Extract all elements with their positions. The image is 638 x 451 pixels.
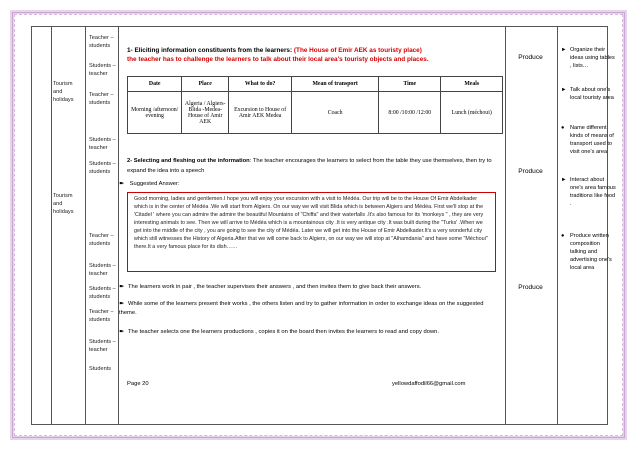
arrow-bullet-icon: ➽ (119, 301, 125, 307)
role-2: Students – teacher (89, 63, 116, 77)
arrow-bullet-icon: ➽ (119, 284, 125, 290)
section1-title-red: (The House of Emir AEK as touristy place) (293, 47, 422, 54)
suggested-answer-line (119, 180, 499, 189)
role-9: Teacher – students (89, 309, 114, 323)
section2-text: : The teacher encourages the learners to select from the table they use themselves, then try to expand the idea into a speech (127, 158, 492, 174)
cell-time: 8:00 /10:00 /12:00 (379, 92, 441, 134)
objective-1-text: Organize their ideas using tables , lists… (570, 47, 615, 69)
header-what: What to do? (229, 77, 292, 92)
cell-place: Algeria / Algiers- Blida -Medea- House of Amir AEK (182, 92, 229, 134)
header-meals: Meals (441, 77, 503, 92)
bullet-2 (119, 300, 499, 318)
produce-label-3: Produce (518, 284, 543, 291)
bullet-2-text: While some of the learners present their works , the others listen and try to gather information in order to exchange ideas on the suggested theme. (119, 301, 484, 316)
objective-5-text: Produce written composition talking and advertising one's local area (570, 233, 612, 271)
footer-page-number: Page 20 (127, 381, 149, 387)
header-time: Time (379, 77, 441, 92)
bullet-3-text: The teacher selects one the learners productions , copies it on the board then invites the learners to read and copy down. (128, 329, 439, 335)
section1-title: 1- Eliciting information constituents from the learners: (127, 47, 293, 54)
cell-meals: Lunch (méchoui) (441, 92, 503, 134)
theme-label-2: Tourism and holidays (53, 193, 74, 215)
section2-title: 2- Selecting and fleshing out the information (127, 158, 250, 164)
objective-2-text: Talk about one's local touristy area (570, 87, 614, 101)
objective-5 (561, 232, 617, 272)
dot-bullet-icon: ● (561, 233, 565, 239)
objective-4 (561, 176, 617, 208)
objective-2 (561, 86, 617, 102)
objective-1 (561, 46, 617, 70)
role-7: Students – teacher (89, 263, 116, 277)
role-6: Teacher – students (89, 233, 114, 247)
header-transport: Mean of transport (292, 77, 379, 92)
triangle-bullet-icon: ► (561, 177, 567, 183)
produce-label-1: Produce (518, 54, 543, 61)
role-1: Teacher – students (89, 35, 114, 49)
bullet-1-text: The learners work in pair , the teacher supervises their answers , and then invites them to give back their answers. (128, 284, 422, 290)
info-table (127, 76, 503, 134)
col-line-2 (51, 26, 52, 425)
bullet-1 (119, 283, 499, 292)
cell-transport: Coach (292, 92, 379, 134)
info-table-row (128, 92, 503, 134)
section1-heading (127, 46, 502, 64)
col-line-5 (505, 26, 506, 425)
produce-label-2: Produce (518, 168, 543, 175)
objective-3-text: Name different kinds of means of transport used to visit one's area (570, 125, 614, 155)
col-line-3 (85, 26, 86, 425)
footer-email: yellowdaffodil66@gmail.com (392, 381, 466, 387)
triangle-bullet-icon: ► (561, 47, 567, 53)
col-line-6 (557, 26, 558, 425)
suggested-answer-label: Suggested Answer: (129, 181, 180, 187)
objective-3 (561, 124, 617, 156)
theme-label-1: Tourism and holidays (53, 81, 74, 103)
header-date: Date (128, 77, 182, 92)
dot-bullet-icon: ● (561, 125, 565, 131)
role-4: Students – teacher (89, 137, 116, 151)
role-11: Students (89, 366, 112, 372)
objective-4-text: Interact about one's area famous traditions like food . (570, 177, 616, 207)
role-8: Students – students (89, 286, 116, 300)
role-3: Teacher – students (89, 92, 114, 106)
info-table-header-row (128, 77, 503, 92)
triangle-bullet-icon: ► (561, 87, 567, 93)
arrow-bullet-icon: ➽ (119, 329, 125, 335)
bullet-3 (119, 328, 499, 337)
section1-subtitle: the teacher has to challenge the learners to talk about their local area's touristy objects and places. (127, 56, 429, 63)
cell-date: Morning /afternoon/ evening (128, 92, 182, 134)
arrow-bullet-icon: ➽ (119, 181, 125, 187)
col-line-1 (31, 26, 32, 425)
speech-box: Good morning, ladies and gentlemen.I hope you will enjoy your excursion with a visit to Médéa. Our trip will be to the House Of Emir Abdelkader which is in the center of Médéa .We will start from Algiers. On our way we will visit Blida which is between Algiers and Médéa. First we'll stop at the 'Citadel ' where you can admire the admire the beautiful Mountains of "Chiffa" and their waterfalls .It's also famous for its 'monkeys " , they are very interesting animals to see. Then we will arrive to Médéa which is a mountainous city .It is very antique city .It was built during the "Turks' .When we get into the middle of the city , you are going to see the city of Médéa. Later we will get into the House of Emir Abdelkader.It's a very wonderful city which still witnesses the History of Algeria.After that we will come back to Algiers, on our way we will stop at "Alhamdania" and have some "Méchoui" there.It a very famous place for its dish…… (127, 192, 496, 272)
cell-what: Excursion to House of Amir AEK Medea (229, 92, 292, 134)
col-line-4 (118, 26, 119, 425)
role-10: Students – teacher (89, 339, 116, 353)
header-place: Place (182, 77, 229, 92)
section2-paragraph (127, 156, 503, 176)
role-5: Students – students (89, 161, 116, 175)
